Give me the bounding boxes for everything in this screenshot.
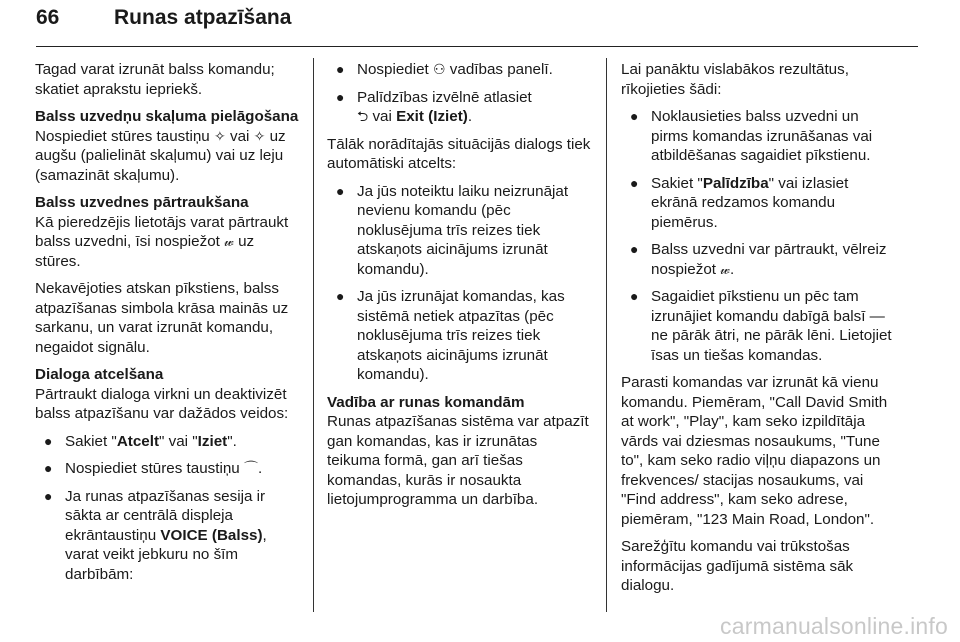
bullet: ● <box>630 108 639 124</box>
column-3 <box>621 60 893 604</box>
text: Kā pieredzējis lietotājs varat pārtraukt balss uzvedni, īsi nospiežot <box>35 213 289 250</box>
bold-text: Exit (Iziet) <box>396 108 468 125</box>
list-item <box>35 432 301 452</box>
text: Sakiet " <box>65 432 117 450</box>
list-item <box>35 487 301 585</box>
voice-panel-icon: ⚇ <box>433 61 446 77</box>
section-heading-interrupt: Balss uzvednes pārtraukšana <box>35 194 249 211</box>
text: vai <box>372 108 392 125</box>
text: , varat veikt jebkuru no šīm darbībām: <box>65 526 267 583</box>
text: Balss uzvedni var pārtraukt, vēlreiz nospiežot <box>651 241 887 278</box>
bold-text: VOICE (Balss) <box>160 526 263 544</box>
section-heading-commands: Vadība ar runas komandām <box>327 393 525 411</box>
bullet: ● <box>44 432 53 449</box>
list-item <box>327 60 592 80</box>
back-icon: ⮌ <box>357 108 369 124</box>
text: Ja jūs noteiktu laiku neizrunājat nevienu komandu (pēc noklusējuma trīs reizes tiek atskaņots aicinājums izrunāt komandu). <box>357 182 569 278</box>
end-call-icon: ⌒ <box>244 460 258 476</box>
cancel-paragraph: Pārtraukt dialoga virkni un deaktivizēt balss atpazīšanu var dažādos veidos: <box>35 385 289 422</box>
text: uz stūres. <box>35 233 255 270</box>
volume-up-icon: ✧ <box>214 127 226 144</box>
bullet: ● <box>44 487 53 504</box>
commands-paragraph: Runas atpazīšanas sistēma var atpazīt gan komandas, kas ir izrunātas teikuma formā, gan arī tiešas komandas, kurās ir nosaukta lietojumprogramma un darbība. <box>327 413 589 508</box>
text: vadības panelī. <box>449 61 553 78</box>
bullet: ● <box>630 288 639 304</box>
list-item <box>35 459 301 479</box>
section-heading-cancel: Dialoga atcelšana <box>35 366 164 383</box>
page-number: 66 <box>36 6 60 29</box>
dialog-paragraph: Sarežģītu komandu vai trūkstošas informācijas gadījumā sistēma sāk dialogu. <box>621 538 854 594</box>
text: Ja runas atpazīšanas sesija ir sākta ar centrālā displeja ekrāntaustiņu <box>65 487 266 544</box>
column-divider-1 <box>313 58 314 612</box>
list-item <box>621 287 893 365</box>
list-item <box>621 107 893 166</box>
beep-paragraph: Nekavējoties atskan pīkstiens, balss atpazīšanas simbola krāsa mainās uz sarkanu, un varat izrunāt komandu, negaidot signālu. <box>35 280 289 356</box>
column-1 <box>35 60 301 592</box>
bullet: ● <box>44 460 53 476</box>
examples-paragraph: Parasti komandas var izrunāt kā vienu komandu. Piemēram, "Call David Smith at work", "Play", kam seko izpildītāja vārds vai dziesmas nosaukums, "Tune to", kam seko radio viļņu diapazons un frekvences/ stacijas nosaukums, vai "Find address", kam seko adrese, piemēram, "123 Main Road, London". <box>621 374 888 528</box>
list-item <box>327 88 592 127</box>
list-item <box>327 287 592 385</box>
bullet: ● <box>336 182 345 199</box>
column-2 <box>327 60 592 518</box>
text: Ja jūs izrunājat komandas, kas sistēmā netiek atpazītas (pēc noklusējuma trīs reizes tiek atskaņots aicinājums izrunāt komandu). <box>357 288 565 383</box>
watermark: carmanualsonline.info <box>720 613 948 639</box>
section-heading-volume: Balss uzvedņu skaļuma pielāgošana <box>35 108 299 125</box>
tips-list <box>621 107 893 365</box>
text: Palīdzības izvēlnē atlasiet <box>357 88 532 106</box>
intro-paragraph: Tagad varat izrunāt balss komandu; skatiet aprakstu iepriekš. <box>35 61 275 98</box>
voice-icon: 𝓌 <box>224 233 234 249</box>
text: ". <box>227 432 237 450</box>
cancel-list-continued <box>327 60 592 127</box>
list-item <box>621 240 893 279</box>
volume-paragraph <box>35 127 301 186</box>
auto-cancel-list <box>327 182 592 385</box>
bold-text: Atcelt <box>116 432 160 450</box>
voice-icon: 𝓌 <box>720 260 730 277</box>
text: Nospiediet stūres taustiņu <box>65 460 240 477</box>
text: . <box>729 260 735 278</box>
text: " vai " <box>159 432 198 450</box>
page-header <box>36 0 918 47</box>
text: . <box>258 460 263 477</box>
auto-cancel-paragraph: Tālāk norādītajās situācijās dialogs tiek automātiski atcelts: <box>327 135 591 172</box>
bullet: ● <box>336 61 345 77</box>
cancel-list <box>35 432 301 585</box>
bold-text: Iziet <box>197 432 228 450</box>
text: uz augšu (palielināt skaļumu) vai uz leju (samazināt skaļumu). <box>35 127 286 184</box>
bullet: ● <box>336 288 345 304</box>
bullet: ● <box>336 88 345 105</box>
text: Sakiet " <box>651 174 703 192</box>
text: Noklausieties balss uzvedni un pirms komandas izrunāšanas vai atbildēšanas sagaidiet pīkstienu. <box>651 108 873 164</box>
text: Nospiediet stūres taustiņu <box>35 127 210 145</box>
text: " vai izlasiet ekrānā redzamos komandu piemērus. <box>651 174 849 231</box>
list-item <box>621 174 893 233</box>
volume-down-icon: ✧ <box>253 127 266 144</box>
text: Nospiediet <box>357 61 429 78</box>
interrupt-paragraph <box>35 213 301 272</box>
text: Sagaidiet pīkstienu un pēc tam izrunājiet komandu dabīgā balsī — ne pārāk ātri, ne pārāk lēni. Lietojiet īsas un tiešas komandas. <box>651 288 892 364</box>
tips-paragraph: Lai panāktu vislabākos rezultātus, rīkojieties šādi: <box>621 61 849 98</box>
bullet: ● <box>630 241 639 257</box>
list-item <box>327 182 592 280</box>
bold-text: Palīdzība <box>702 174 769 192</box>
page-title: Runas atpazīšana <box>114 6 292 29</box>
text: . <box>467 108 473 125</box>
column-divider-2 <box>606 58 607 612</box>
bullet: ● <box>630 174 639 191</box>
text: vai <box>229 127 250 145</box>
